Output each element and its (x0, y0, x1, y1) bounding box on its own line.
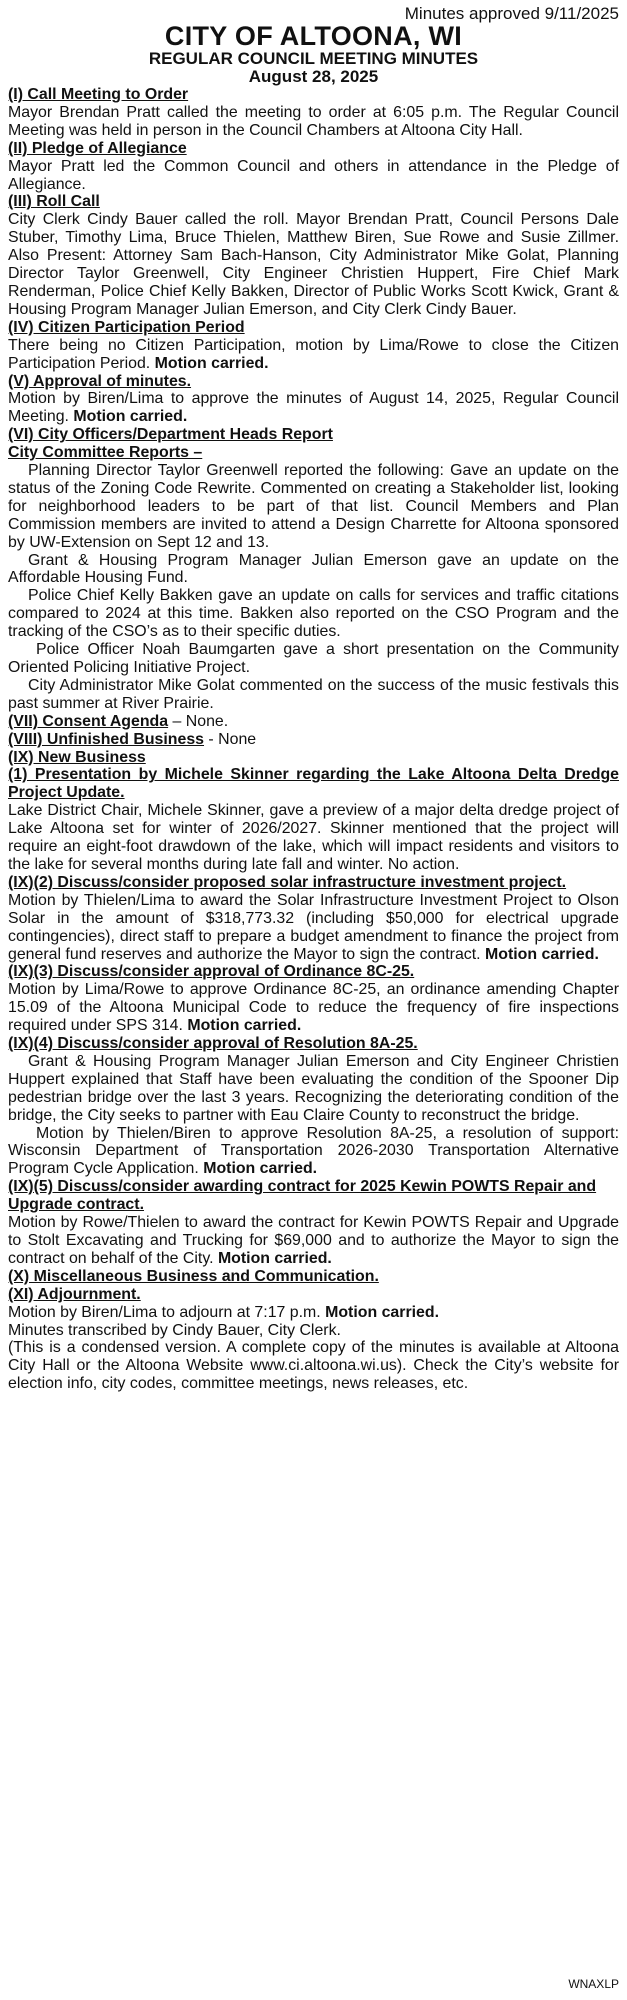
section-text (8, 390, 619, 426)
condensed-note: (This is a condensed version. A complete copy of the minutes is available at Altoona City Hall or the Altoona Website www.ci.altoona.wi.us). Check the City’s website for election info, city codes, committee meetings, news releases, etc. (8, 1339, 619, 1393)
section-heading: (VII) Consent Agenda (8, 712, 169, 730)
section-text: Mayor Brendan Pratt called the meeting to order at 6:05 p.m. The Regular Council Meeting was held in person in the Council Chambers at Altoona City Hall. (8, 103, 619, 139)
section-heading: (X) Miscellaneous Business and Communication. (8, 1267, 379, 1285)
section-approval-of-minutes (8, 373, 619, 427)
motion-text: Motion by Thielen/Lima to award the Solar Infrastructure Investment Project to Olson Solar in the amount of $318,773.32 (including $50,000 for electrical upgrade contingencies), direct staff to prepare a budget amendment to finance the project from general fund reserves and authorize the Mayor to sign the contract. (8, 891, 619, 963)
motion-result: Motion carried. (203, 1160, 318, 1178)
section-text: - None (204, 730, 257, 748)
section-roll-call (8, 193, 619, 318)
section-heading: (I) Call Meeting to Order (8, 86, 189, 103)
section-call-to-order (8, 86, 619, 140)
item-text (8, 892, 619, 964)
transcribed-by: Minutes transcribed by Cindy Bauer, City Clerk. (8, 1321, 341, 1339)
section-adjournment (8, 1286, 619, 1393)
item-text: Grant & Housing Program Manager Julian Emerson and City Engineer Christien Huppert explained that Staff have been evaluating the condition of the Spooner Dip pedestrian bridge over the last 3 years. Recognizing the deteriorating condition of the bridge, the City seeks to partner with Eau Claire County to reconstruct the bridge. (8, 1052, 619, 1124)
section-text: Mayor Pratt led the Common Council and others in attendance in the Pledge of Allegiance. (8, 157, 619, 193)
report-paragraph: Planning Director Taylor Greenwell reported the following: Gave an update on the status of the Zoning Code Rewrite. Commented on creating a Stakeholder list, looking for neighborhood leaders to be part of that list. Council Members and Plan Commission members are invited to attend a Design Charrette for Altoona sponsored by UW-Extension on Sept 12 and 13. (8, 462, 619, 551)
motion-text: Motion by Thielen/Biren to approve Resolution 8A-25, a resolution of support: Wisconsin Department of Transportation 2026-2030 Transportation Alternative Program Cycle Application. (8, 1124, 619, 1178)
motion-text: Motion by Biren/Lima to approve the minutes of August 14, 2025, Regular Council Meeting. (8, 390, 619, 426)
section-heading: (II) Pledge of Allegiance (8, 139, 187, 157)
report-paragraph: Grant & Housing Program Manager Julian Emerson gave an update on the Affordable Housing Fund. (8, 551, 619, 587)
item-heading: (IX)(3) Discuss/consider approval of Ordinance 8C-25. (8, 963, 415, 981)
section-unfinished-business (8, 731, 619, 749)
report-paragraph: City Administrator Mike Golat commented on the success of the music festivals this past summer at River Prairie. (8, 676, 619, 712)
approval-note: Minutes approved 9/11/2025 (404, 4, 619, 23)
report-paragraph: Police Chief Kelly Bakken gave an update on calls for services and traffic citations compared to 2024 at this time. Bakken also reported on the CSO Program and the tracking of the CSO’s as to their specific duties. (8, 587, 619, 641)
section-heading: (XI) Adjournment. (8, 1285, 141, 1303)
section-heading: (IX) New Business (8, 748, 146, 766)
item-text (8, 1125, 619, 1179)
item-heading: (IX)(5) Discuss/consider awarding contract for 2025 Kewin POWTS Repair and Upgrade contract. (8, 1178, 597, 1214)
motion-result: Motion carried. (485, 945, 599, 963)
report-paragraph: Police Officer Noah Baumgarten gave a short presentation on the Community Oriented Policing Initiative Project. (8, 641, 619, 676)
section-new-business (8, 749, 619, 1268)
section-heading: (V) Approval of minutes. (8, 372, 192, 390)
section-pledge (8, 140, 619, 194)
motion-text: Motion by Biren/Lima to adjourn at 7:17 p.m. (8, 1303, 321, 1321)
motion-result: Motion carried. (217, 1249, 332, 1267)
motion-result: Motion carried. (187, 1017, 302, 1035)
motion-text: There being no Citizen Participation, motion by Lima/Rowe to close the Citizen Participation Period. (8, 336, 619, 372)
section-heading: (III) Roll Call (8, 193, 100, 211)
section-heading: (IV) Citizen Participation Period (8, 318, 245, 336)
item-text (8, 981, 619, 1035)
publication-code: WNAXLP (568, 1977, 619, 1992)
section-consent-agenda (8, 713, 619, 731)
motion-result: Motion carried. (154, 354, 269, 372)
item-text: Lake District Chair, Michele Skinner, gave a preview of a major delta dredge project of Lake Altoona set for winter of 2026/2027. Skinner mentioned that the project will require an eight-foot drawdown of the lake, which will impact residents and visitors to the lake for several months during late fall and winter. No action. (8, 802, 619, 873)
section-heading: (VI) City Officers/Department Heads Report (8, 426, 333, 444)
meeting-date: August 28, 2025 (248, 67, 379, 86)
section-miscellaneous (8, 1268, 619, 1286)
city-title: CITY OF ALTOONA, WI (164, 21, 463, 51)
document-subtitle: REGULAR COUNCIL MEETING MINUTES (148, 49, 479, 68)
motion-result: Motion carried. (73, 408, 188, 426)
motion-text: Motion by Lima/Rowe to approve Ordinance 8C-25, an ordinance amending Chapter 15.09 of the Altoona Municipal Code to reduce the frequency of fire inspections required under SPS 314. (8, 981, 619, 1035)
motion-result: Motion carried. (325, 1303, 440, 1321)
section-subheading: City Committee Reports – (8, 444, 203, 462)
section-text (8, 337, 619, 373)
item-heading: (IX)(2) Discuss/consider proposed solar infrastructure investment project. (8, 873, 567, 891)
item-heading: (1) Presentation by Michele Skinner regarding the Lake Altoona Delta Dredge Project Update. (8, 766, 619, 802)
motion-text: Motion by Rowe/Thielen to award the contract for Kewin POWTS Repair and Upgrade to Stolt Excavating and Trucking for $69,000 and to authorize the Mayor to sign the contract on behalf of the City. (8, 1214, 619, 1267)
item-heading: (IX)(4) Discuss/consider approval of Resolution 8A-25. (8, 1035, 418, 1053)
section-text (8, 1304, 619, 1322)
section-heading: (VIII) Unfinished Business (8, 730, 205, 748)
section-citizen-participation (8, 319, 619, 373)
item-text (8, 1214, 619, 1268)
section-text: – None. (168, 712, 229, 730)
section-text: City Clerk Cindy Bauer called the roll. Mayor Brendan Pratt, Council Persons Dale Stuber, Timothy Lima, Bruce Thielen, Matthew Biren, Sue Rowe and Susie Zillmer. Also Present: Attorney Sam Bach-Hanson, City Administrator Mike Golat, Planning Director Taylor Greenwell, City Engineer Christien Huppert, Fire Chief Mark Renderman, Police Chief Kelly Bakken, Director of Public Works Scott Kwick, Grant & Housing Program Manager Julian Emerson, and City Clerk Cindy Bauer. (8, 211, 619, 318)
section-reports (8, 426, 619, 713)
